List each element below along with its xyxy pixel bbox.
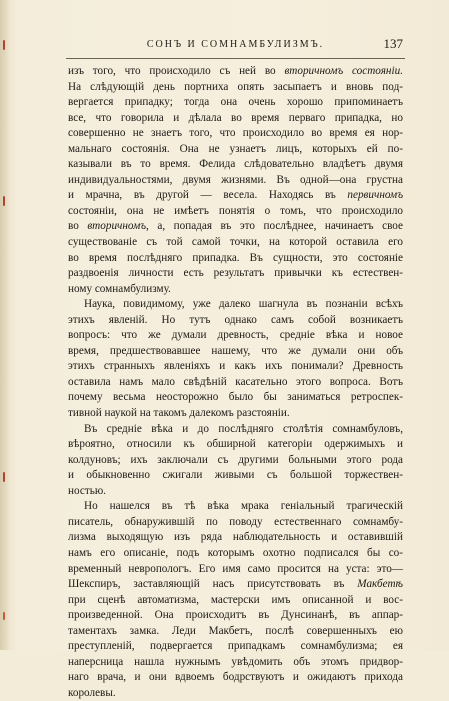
text-line bbox=[68, 484, 403, 500]
text-run: и обыкновенно сжигали живыми съ большой торжествен- bbox=[68, 469, 403, 482]
text-run: индивидуальностями, двумя жизнями. Въ одной—она грустна bbox=[68, 173, 403, 186]
text-run: королевы. bbox=[68, 686, 116, 699]
text-line bbox=[68, 375, 403, 391]
running-head: СОНЪ И СОМНАМБУЛИЗМЪ. bbox=[146, 39, 325, 50]
text-line bbox=[68, 64, 403, 80]
italic-run: вторичномъ bbox=[87, 220, 147, 233]
text-run: таментахъ замка. Леди Макбетъ, послѣ совершенныхъ ею bbox=[68, 624, 403, 637]
text-run: колдуновъ; ихъ заключали съ другими больными этого рода bbox=[68, 453, 403, 466]
text-line bbox=[68, 126, 403, 142]
text-run: вѣроятно, относили къ обширной категоріи одержимыхъ и bbox=[68, 438, 403, 451]
text-run: Наука, повидимому, уже далеко шагнула въ познаніи всѣхъ bbox=[84, 298, 403, 311]
text-line bbox=[68, 546, 403, 562]
text-run: казывали въ то время. Фелида слѣдовательно владѣетъ двумя bbox=[68, 158, 403, 171]
margin-mark bbox=[3, 472, 5, 482]
text-line bbox=[68, 251, 403, 267]
text-line bbox=[68, 235, 403, 251]
text-run: ному сомнамбулизму. bbox=[68, 282, 171, 295]
text-line bbox=[68, 173, 403, 189]
italic-run: первичномъ bbox=[347, 189, 403, 202]
paragraph bbox=[68, 297, 403, 421]
page-header bbox=[68, 38, 403, 52]
margin-mark bbox=[3, 196, 5, 206]
paragraph bbox=[68, 64, 403, 297]
text-line bbox=[68, 624, 403, 640]
text-run: намъ его описаніе, подъ которымъ охотно подписался бы со- bbox=[68, 546, 403, 559]
text-line bbox=[68, 406, 403, 422]
italic-run: вторичномъ состояніи. bbox=[284, 65, 403, 77]
binding-edge bbox=[0, 0, 10, 650]
text-line bbox=[68, 344, 403, 360]
text-line bbox=[68, 157, 403, 173]
text-line bbox=[68, 328, 403, 344]
paragraph bbox=[68, 422, 403, 500]
text-line bbox=[68, 80, 403, 96]
text-run: во bbox=[68, 220, 88, 233]
text-line bbox=[68, 453, 403, 469]
text-run: временный невропологъ. Его имя само просится на уста: это— bbox=[68, 562, 403, 575]
text-run: На слѣдующій день портниха опять засыпаетъ и вновь под- bbox=[68, 80, 403, 93]
text-run: тивной наукой на такомъ далекомъ разстояніи. bbox=[68, 407, 290, 420]
text-line bbox=[68, 515, 403, 531]
text-line bbox=[68, 655, 403, 671]
text-line bbox=[68, 95, 403, 111]
text-run: раздвоенія личности есть результатъ привычки къ естествен- bbox=[68, 267, 403, 280]
text-run: Въ средніе вѣка и до послѣдняго столѣтія сомнамбуловъ, bbox=[84, 422, 403, 435]
paragraph bbox=[68, 499, 403, 701]
italic-run: Макбетѣ bbox=[357, 578, 403, 591]
text-run: наго врача, и они вдвоемъ бодрствуютъ и ожидаютъ прихода bbox=[68, 671, 403, 684]
text-run: , а, попадая въ это послѣднее, начинаетъ свое bbox=[146, 220, 403, 233]
text-run: состояніи, она не имѣетъ понятія о томъ, что происходило bbox=[68, 204, 403, 217]
text-run: время, предшествовавшее нашему, что же думали они объ bbox=[68, 344, 403, 357]
text-run: почему весьма неосторожно было бы заниматься ретроспек- bbox=[68, 391, 403, 404]
text-run: вопросъ: что же думали древность, средніе вѣка и новое bbox=[68, 329, 403, 342]
text-run: оставила намъ мало свѣдѣній касательно этого вопроса. Вотъ bbox=[68, 375, 403, 388]
text-line bbox=[68, 530, 403, 546]
text-run: Шекспиръ, заставляющій насъ присутствовать въ bbox=[68, 578, 358, 591]
page-number: 137 bbox=[383, 36, 403, 51]
text-line bbox=[68, 204, 403, 220]
margin-mark bbox=[3, 612, 5, 620]
text-line bbox=[68, 608, 403, 624]
text-line bbox=[68, 422, 403, 438]
text-line bbox=[68, 390, 403, 406]
text-line bbox=[68, 593, 403, 609]
text-line bbox=[68, 499, 403, 515]
header-rule bbox=[66, 58, 405, 59]
text-run: вергается припадку; тогда она очень хорошо припоминаетъ bbox=[68, 96, 403, 109]
text-line bbox=[68, 297, 403, 313]
text-line bbox=[68, 562, 403, 578]
text-line bbox=[68, 437, 403, 453]
text-run: мальнаго состоянія. Она не узнаетъ лицъ, которыхъ ей по- bbox=[68, 142, 403, 155]
text-line bbox=[68, 188, 403, 204]
text-run: при сценѣ автоматизма, мастерски имъ описанной и вос- bbox=[68, 593, 403, 606]
text-run: писатель, обнаружившій по поводу естественнаго сомнамбу- bbox=[68, 515, 403, 528]
text-line bbox=[68, 313, 403, 329]
text-run: существованіе съ той самой точки, на которой оставила его bbox=[68, 236, 403, 249]
text-run: преступленій, подвергается припадкамъ сомнамбулизма; ея bbox=[68, 640, 403, 653]
text-line bbox=[68, 359, 403, 375]
text-line bbox=[68, 670, 403, 686]
margin-mark bbox=[3, 40, 5, 50]
text-line bbox=[68, 266, 403, 282]
text-run: этихъ явленій. Но тутъ однако самъ собой возникаетъ bbox=[68, 313, 403, 326]
text-line bbox=[68, 111, 403, 127]
text-run: ностью. bbox=[68, 484, 106, 497]
text-run: совершенно не знаетъ того, что происходило во время ея нор- bbox=[68, 127, 403, 140]
text-run: лизма выходящую изъ ряда наблюдательность и оставившій bbox=[68, 531, 403, 544]
text-line bbox=[68, 142, 403, 158]
text-run: все, что говорила и дѣлала во время перваго припадка, но bbox=[68, 111, 403, 124]
text-run: произведенной. Она происходитъ въ Дунсинанѣ, въ аппар- bbox=[68, 609, 403, 622]
text-line bbox=[68, 219, 403, 235]
text-run: Но нашелся въ тѣ вѣка мрака геніальный трагическій bbox=[84, 500, 403, 513]
text-run: наперсница нашла нужнымъ увѣдомить объ этомъ придвор- bbox=[68, 655, 403, 668]
text-run: этихъ странныхъ явленіяхъ и какъ ихъ понимали? Древность bbox=[68, 360, 403, 373]
text-line bbox=[68, 639, 403, 655]
text-line bbox=[68, 686, 403, 701]
text-run: изъ того, что происходило съ ней во bbox=[68, 65, 285, 77]
text-run: во время послѣдняго припадка. Въ сущности, это состояніе bbox=[68, 251, 403, 264]
text-line bbox=[68, 577, 403, 593]
text-line bbox=[68, 468, 403, 484]
text-line bbox=[68, 282, 403, 298]
body-text bbox=[68, 64, 403, 701]
text-run: и мрачна, въ другой — весела. Находясь въ bbox=[68, 189, 348, 202]
